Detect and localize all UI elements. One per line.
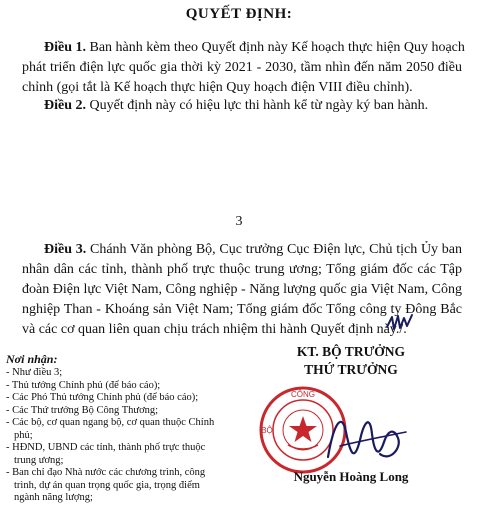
handwritten-signature-icon <box>320 402 410 472</box>
article-1-label: Điều 1. <box>44 40 86 55</box>
signature-authority: KT. BỘ TRƯỞNG <box>296 344 406 359</box>
recipients-list <box>6 367 234 505</box>
recipient-item: trung ương; <box>14 454 64 466</box>
recipient-item: - Các bộ, cơ quan ngang bộ, cơ quan thuộc Chính <box>6 417 215 428</box>
article-1-line: phát triển điện lực quốc gia thời kỳ 2021 - 2030, tầm nhìn đến năm 2050 điều <box>22 60 462 75</box>
article-1-line: chỉnh (gọi tắt là Kế hoạch thực hiện Quy hoạch điện VIII điều chỉnh). <box>22 80 413 95</box>
article-3-line: nhân dân các tỉnh, thành phố trực thuộc trung ương; Tổng giám đốc các Tập <box>22 262 462 277</box>
recipient-item: trình, dự án quan trọng quốc gia, trọng điểm <box>14 479 200 491</box>
article-2-label: Điều 2. <box>44 98 86 113</box>
recipient-item: - Các Phó Thủ tướng Chính phủ (để báo cáo); <box>6 392 199 403</box>
article-1-line: Điều 1. Ban hành kèm theo Quyết định này Kế hoạch thực hiện Quy hoạch <box>44 40 465 55</box>
decision-title: QUYẾT ĐỊNH: <box>185 6 293 22</box>
recipient-item: - Ban chỉ đạo Nhà nước các chương trình, công <box>6 467 206 478</box>
recipient-item: - Thủ tướng Chính phủ (để báo cáo); <box>6 379 161 391</box>
recipient-item: - HĐND, UBND các tỉnh, thành phố trực thuộc <box>6 442 206 453</box>
article-3-label: Điều 3. <box>44 242 87 257</box>
article-3-line: và các cơ quan liên quan chịu trách nhiệm thi hành Quyết định này./. <box>22 322 407 337</box>
article-3-line: Điều 3. Chánh Văn phòng Bộ, Cục trưởng Cục Điện lực, Chủ tịch Ủy ban <box>44 242 463 257</box>
article-3-line: nghiệp Than - Khoáng sản Việt Nam; Tổng giám đốc Tổng công ty Đông Bắc <box>22 302 462 317</box>
recipient-item: - Như điều 3; <box>6 367 63 378</box>
recipients-heading: Nơi nhận: <box>6 352 58 366</box>
article-2: Điều 2. Quyết định này có hiệu lực thi hành kể từ ngày ký ban hành. <box>44 98 429 113</box>
signature-position: THỨ TRƯỞNG <box>304 362 398 377</box>
article-3-line: đoàn Điện lực Việt Nam, Công nghiệp - Năng lượng quốc gia Việt Nam, Công <box>22 282 462 297</box>
seal-text-top: CÔNG <box>291 390 315 399</box>
article-1 <box>22 38 465 98</box>
recipient-item: ngành năng lượng; <box>14 492 93 503</box>
seal-text-left: BỘ <box>261 426 273 435</box>
recipient-item: - Các Thứ trưởng Bộ Công Thương; <box>6 404 159 416</box>
recipient-item: phủ; <box>14 429 33 441</box>
page-number: 3 <box>235 214 243 229</box>
initial-mark-icon <box>385 312 415 334</box>
signer-name: Nguyễn Hoàng Long <box>293 469 409 484</box>
